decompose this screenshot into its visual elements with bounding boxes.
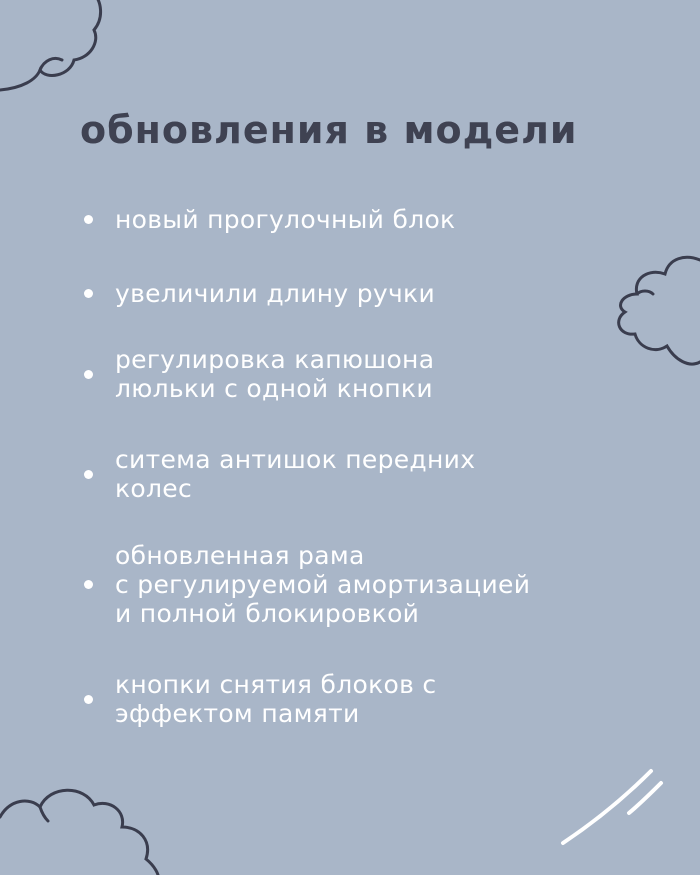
list-item — [84, 279, 435, 308]
list-item — [84, 345, 434, 403]
bullet-icon — [84, 215, 93, 224]
bullet-icon — [84, 470, 93, 479]
bullet-icon — [84, 695, 93, 704]
cloud-outline-icon — [0, 775, 160, 875]
cloud-outline-icon — [0, 0, 110, 100]
list-item — [84, 670, 436, 728]
list-item — [84, 541, 530, 628]
list-item — [84, 445, 475, 503]
page-title: обновления в модели — [80, 108, 578, 152]
list-item-text: регулировка капюшона люльки с одной кнопки — [115, 345, 435, 403]
bullet-icon — [84, 370, 93, 379]
list-item-text: кнопки снятия блоков с эффектом памяти — [115, 670, 437, 728]
list-item-text: новый прогулочный блок — [115, 205, 456, 234]
list-item-text: ситема антишок передних колес — [115, 445, 476, 503]
sparkle-lines-icon — [555, 765, 670, 850]
list-item-text: обновленная рама с регулируемой амортизацией и полной блокировкой — [115, 541, 531, 628]
list-item-text: увеличили длину ручки — [115, 279, 436, 308]
bullet-icon — [84, 289, 93, 298]
bullet-icon — [84, 580, 93, 589]
list-item — [84, 205, 455, 234]
cloud-outline-icon — [605, 250, 700, 380]
